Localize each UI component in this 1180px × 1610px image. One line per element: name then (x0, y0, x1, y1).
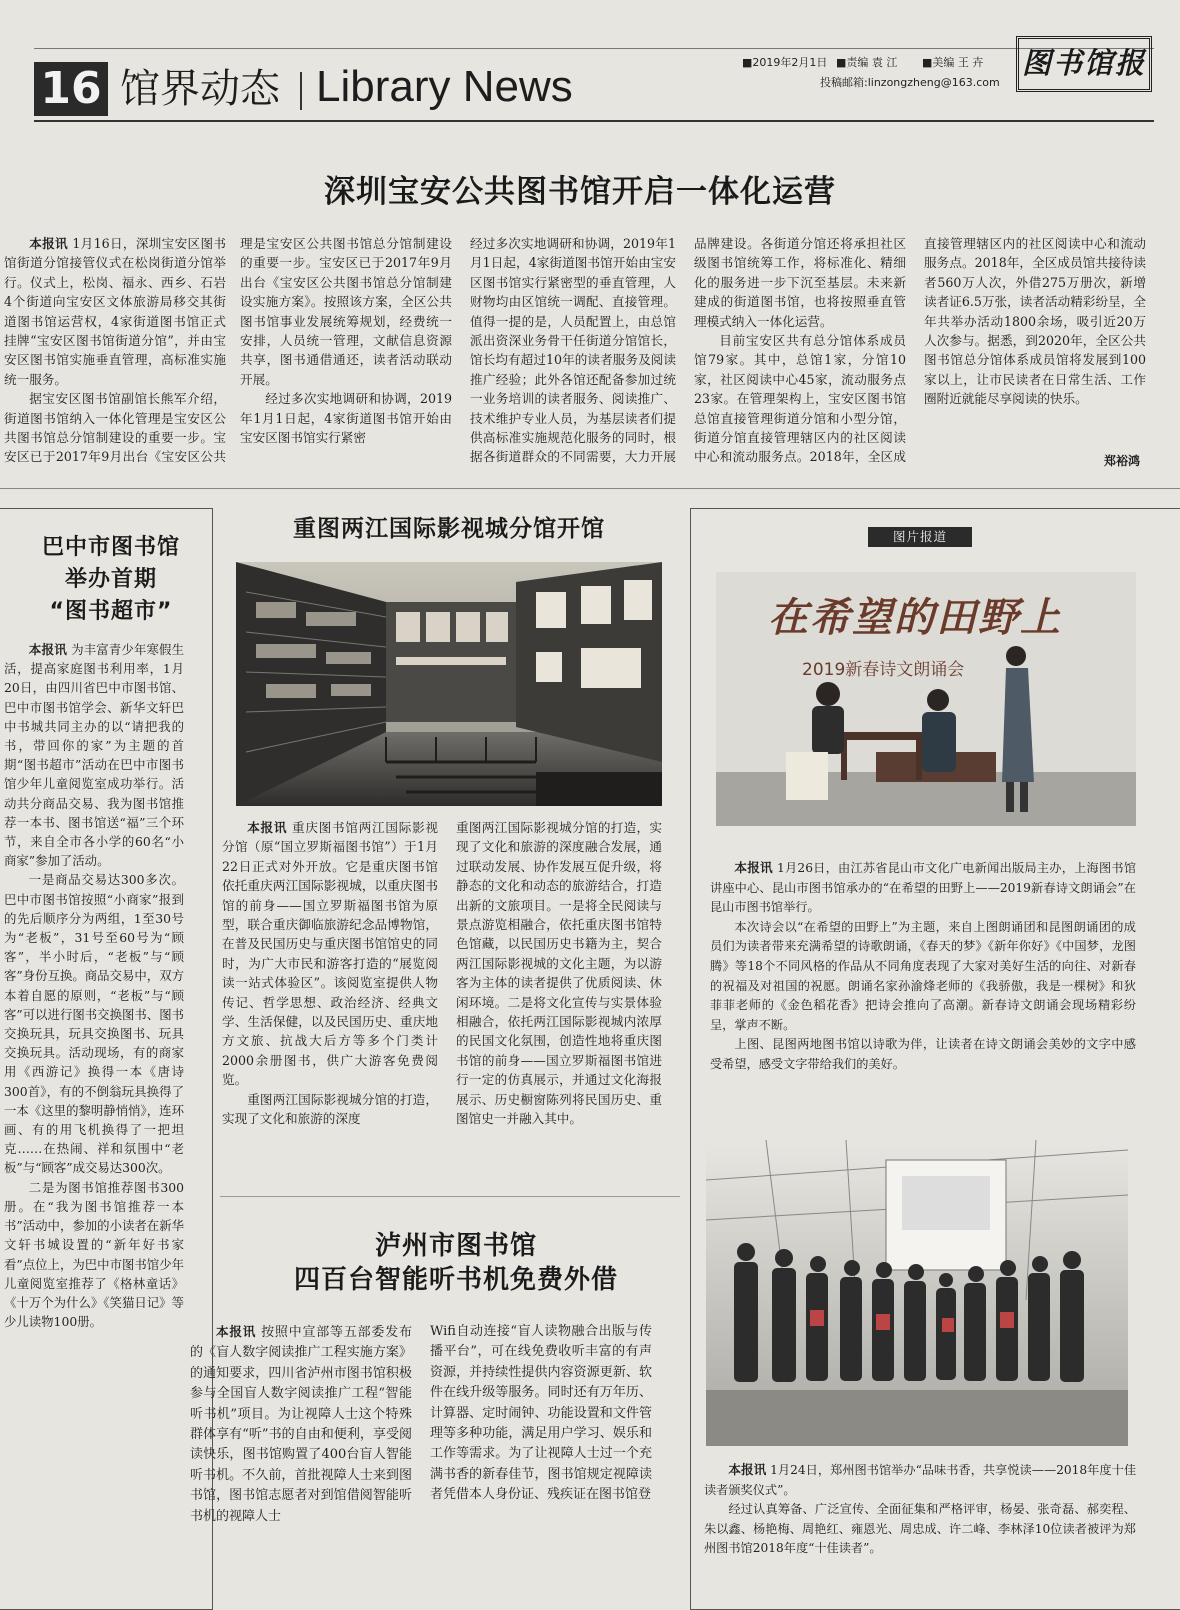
article1-p4: 目前宝安区共有总分馆体系成员馆79家。其中，总馆1家，分馆10家，社区阅读中心45家，流动服务点23家。在管理架构上，宝安区图书馆总馆直接管理街道分馆和小型分馆，街道分馆直接管理辖区内的社区阅读中心和流动服务点。2018年，全区成 (694, 333, 906, 465)
article2-p3: 二是为图书馆推荐图书300册。在“我为图书馆推荐一本书”活动中，参加的小读者在新华文轩书城设置的“新年好书家看”点位上，为巴中市图书馆少年儿童阅览室推荐了《格林童话》《十万个为什么》《笑猫日记》等少儿读物100册。 (4, 1179, 184, 1330)
article1-col-1 (4, 234, 226, 466)
article1-p3: 经过多次实地调研和协调，2019年1月1日起，4家街道图书馆开始由宝安区图书馆实行紧密型的垂直管理，人财物均由区馆统一调配、直接管理。值得一提的是，人员配置上，由总馆派出资深业务骨干任街道分馆馆长，馆长均有超过10年的读者服务及阅读推广经验；此外各馆还配备参加过统一业务培训的读者服务、阅读推广、技术维护专业人员，为基层读者们提供高标准实施规范化服务的同时，根据各街道群众的不同需要，大力开展 (470, 236, 676, 465)
article1-author: 郑裕鸿 (1103, 454, 1140, 468)
caption1-lead: 本报讯 (734, 860, 773, 875)
article3-col-2 (456, 818, 662, 1180)
award-ceremony-photo (706, 1140, 1128, 1446)
article2-p2: 一是商品交易达300多次。巴中市图书馆按照“小商家”报到的先后顺序分为两组，1至30号为“老板”，31号至60号为“顾客”，半小时后，“老板”与“顾客”身份互换。商品交易中，双方本着自愿的原则，“老板”与“顾客”可以进行图书交换图书、图书交换玩具，玩具交换图书、玩具交换玩具。活动现场，有的商家用《西游记》换得一本《唐诗300首》，有的不倒翁玩具换得了一本《这里的黎明静悄悄》，连环画、有的用飞机换得了一把坦克……在热闹、祥和氛围中“老板”与“顾客”成交易达300次。 (4, 872, 184, 1176)
caption1-p2: 本次诗会以“在希望的田野上”为主题，来自上图朗诵团和昆图朗诵团的成员们为读者带来充满希望的诗歌朗诵，《春天的梦》《新年你好》《中国梦，龙图腾》等18个不同风格的作品从不同角度表现了大家对美好生活的向往、对新春的祝福及对祖国的祝愿。朗诵名家孙渝烽老师的《我骄傲，我是一棵树》和狄菲菲老师的《金色稻花香》把诗会推向了高潮。新春诗文朗诵会现场精彩纷呈，掌声不断。 (710, 919, 1136, 1032)
award-ceremony-illustration (706, 1140, 1128, 1446)
library-interior-photo (236, 562, 662, 806)
article2-title-line1: 巴中市图书馆 (41, 535, 180, 560)
article1-col-5: 直接管理辖区内的社区阅读中心和流动服务点。2018年，全区成员馆共接待读者560万人次，外借275万册次，新增读者证6.5万张，读者活动精彩纷呈，全年共举办活动1800余场，吸引近20万人次参与。据悉，到2020年，全区公共图书馆总分馆体系成员馆将发展到100家以上，让市民读者在日常生活、工作圈附近就能尽享阅读的快乐。 (924, 236, 1146, 407)
caption1-p3: 上图、昆图两地图书馆以诗歌为伴，让读者在诗文朗诵会美妙的文字中感受希望，感受文字带给我们的美好。 (710, 1037, 1136, 1071)
photo-report-tag: 图片报道 (868, 527, 972, 547)
article1-lead: 本报讯 (29, 236, 68, 251)
article2-body (4, 640, 184, 1590)
section-title-en: Library News (316, 62, 573, 111)
section-title-cn: 馆界动态 (120, 66, 280, 112)
article4-p2: Wifi自动连接“盲人读物融合出版与传播平台”，可在线免费收听丰富的有声资源，并持续性提供内容资源更新、软件在线升级等服务。同时还有万年历、计算器、定时闹钟、功能设置和文件管理等多种功能，满足用户学习、娱乐和工作等需求。为了让视障人士过一个充满书香的新春佳节，图书馆规定视障读者凭借本人身份证、残疾证在图书馆登 (430, 1324, 652, 1503)
caption2-lead: 本报讯 (728, 1462, 767, 1477)
article2-title-line3: “图书超市” (49, 599, 173, 624)
article3-col-1: 本报讯 重庆图书馆两江国际影视分馆（原“国立罗斯福图书馆”）于1月22日正式对外开放。它是重庆图书馆依托重庆两江国际影视城，以重庆图书馆的前身——国立罗斯福图书馆为原型，联合重庆御临旅游纪念品博物馆，在普及民国历史与重庆图书馆馆史的同时，为广大市民和游客打造的“展览阅读一站式体验区”。该阅览室提供人物传记、哲学思想、政治经济、经典文学、生活保健，以及民国历史、重庆地方文旅、抗战大后方等多个门类计2000余册图书，供广大游客免费阅览。 重图两江国际影视城分馆的打造，实现了文化和旅游的深度 (222, 820, 438, 1127)
article1-col-4: 品牌建设。各街道分馆还将承担社区级图书馆统筹工作，将标准化、精细化的服务进一步下沉至基层。未来新建成的街道图书馆，也将按照垂直管理模式纳入一体化运营。 目前宝安区共有总分馆体系成员馆79家。其中，总馆1家，分馆10家，社区阅读中心45家，流动服务点23家。在管理架构上，宝安区图书馆总馆直接管理街道分馆和小型分馆，街道分馆直接管理辖区内的社区阅读中心和流动服务点。2018年，全区成 (694, 234, 906, 466)
article1-p3-col2: 经过多次实地调研和协调，2019年1月1日起，4家街道图书馆开始由宝安区图书馆实行紧密 (240, 391, 452, 446)
stage-banner-text: 在希望的田野上 (768, 594, 1062, 641)
header-editor: ■责编 袁 江 (836, 56, 898, 69)
photo-caption-1 (710, 858, 1136, 1128)
article2-lead: 本报讯 (28, 642, 68, 657)
poetry-reading-photo (716, 572, 1136, 826)
library-interior-illustration (236, 562, 662, 806)
article1-col-3 (470, 234, 676, 466)
article1-p1: 1月16日，深圳宝安区图书馆街道分馆接管仪式在松岗街道分馆举行。仪式上，松岗、福永、西乡、石岩4个街道向宝安区文体旅游局移交其街道图书馆运营权，4家街道图书馆正式挂牌“宝安区图书馆街道分馆”，并由宝安区图书馆实施垂直管理，高标准实施统一服务。 (4, 236, 226, 387)
caption2-p1: 1月24日，郑州图书馆举办“品味书香，共享悦读——2018年度十佳读者颁奖仪式”。 (704, 1463, 1137, 1497)
page-number: 16 (34, 62, 108, 116)
article4-col-2 (430, 1322, 652, 1600)
article1-col-2 (240, 234, 452, 466)
article2-p1: 为丰富青少年寒假生活，提高家庭图书利用率，1月20日，由四川省巴中市图书馆、巴中市图书馆学会、新华文轩巴中书城共同主办的以“请把我的书，带回你的家”为主题的首期“图书超市”活动在巴中市图书馆少年儿童阅览室成功举行。活动共分商品交易、我为图书馆推荐一本书、图书馆送“福”三个环节，来自全市各小学的60名“小商家”参加了活动。 (4, 642, 184, 869)
header-email: 投稿邮箱:linzongzheng@163.com (820, 76, 1000, 89)
article3-p1: 重庆图书馆两江国际影视分馆（原“国立罗斯福图书馆”）于1月22日正式对外开放。它是重庆图书馆依托重庆两江国际影视城，以重庆图书馆的前身——国立罗斯福图书馆为原型，联合重庆御临旅游纪念品博物馆，在普及民国历史与重庆图书馆馆史的同时，为广大市民和游客打造的“展览阅读一站式体验区”。该阅览室提供人物传记、哲学思想、政治经济、经典文学、生活保健，以及民国历史、重庆地方文旅、抗战大后方等多个门类计2000余册图书，供广大游客免费阅览。 (222, 820, 438, 1088)
article3-p2: 重图两江国际影视城分馆的打造，实现了文化和旅游的深度融合发展，通过联动发展、协作发展互促升级，将静态的文化和动态的旅游结合，打造出新的文旅项目。一是将全民阅读与景点游览相融合，依托重庆图书馆特色馆藏，以民国历史书籍为主，契合两江国际影视城的文化主题，为以游客为主体的读者提供了优质阅读、休闲环境。二是将文化宣传与实景体验相融合，依托两江国际影视城内浓厚的民国文化氛围，创造性地将重庆图书馆的前身——国立罗斯福图书馆进行一定的仿真展示，并通过文化海报展示、历史橱窗陈列将民国历史、重图馆史一并融入其中。 (456, 820, 662, 1127)
article4-p1: 按照中宣部等五部委发布的《盲人数字阅读推广工程实施方案》的通知要求，四川省泸州市图书馆积极参与全国盲人数字阅读推广工程“智能听书机”项目。为让视障人士这个特殊群体享有“听”书的自由和便利，享受阅读快乐，图书馆购置了400台盲人智能听书机。不久前，首批视障人士来到图书馆，图书馆志愿者对到馆借阅智能听书机的视障人士 (190, 1325, 412, 1524)
article3-lead: 本报讯 (247, 820, 288, 835)
article1-title: 深圳宝安公共图书馆开启一体化运营 (324, 174, 836, 210)
article4-col-1 (190, 1322, 412, 1600)
header-designer: ■美编 王 卉 (922, 56, 984, 69)
caption2-p2: 经过认真筹备、广泛宣传、全面征集和严格评审，杨晏、张奇磊、郝奕程、朱以鑫、杨艳梅、周艳红、雍恩光、周忠成、许二峰、李林泽10位读者被评为郑州图书馆2018年度“十佳读者”。 (704, 1502, 1136, 1556)
article1-p2-cont: 理是宝安区公共图书馆总分馆制建设的重要一步。宝安区已于2017年9月出台《宝安区公共图书馆总分馆制建设实施方案》。按照该方案，全区公共图书馆事业发展统筹规划，经费统一安排，人员统一管理，文献信息资源共享，图书通借通还，读者活动联动开展。 (240, 236, 452, 387)
article4-title-line1: 泸州市图书馆 (374, 1231, 537, 1261)
article3-title: 重图两江国际影视城分馆开馆 (293, 516, 605, 542)
article4-lead: 本报讯 (216, 1324, 257, 1339)
article2-title-line2: 举办首期 (64, 567, 157, 592)
photo-caption-2 (704, 1460, 1136, 1600)
section-divider (300, 72, 302, 110)
stage-banner-sub: 2019新春诗文朗诵会 (802, 660, 965, 680)
article1-p2: 据宝安区图书馆副馆长熊军介绍，街道图书馆纳入一体化管理是宝安区公共图书馆总分馆制建设的重要一步。宝安区已于2017年9月出台《宝安区公共 (4, 391, 226, 465)
paper-name-logo: 图书馆报 (1016, 36, 1152, 92)
article4-title-line2: 四百台智能听书机免费外借 (293, 1265, 618, 1295)
header-date: ■2019年2月1日 (742, 56, 828, 69)
caption1-p1: 1月26日，由江苏省昆山市文化广电新闻出版局主办，上海图书馆讲座中心、昆山市图书馆承办的“在希望的田野上——2019新春诗文朗诵会”在昆山市图书馆举行。 (710, 861, 1137, 915)
